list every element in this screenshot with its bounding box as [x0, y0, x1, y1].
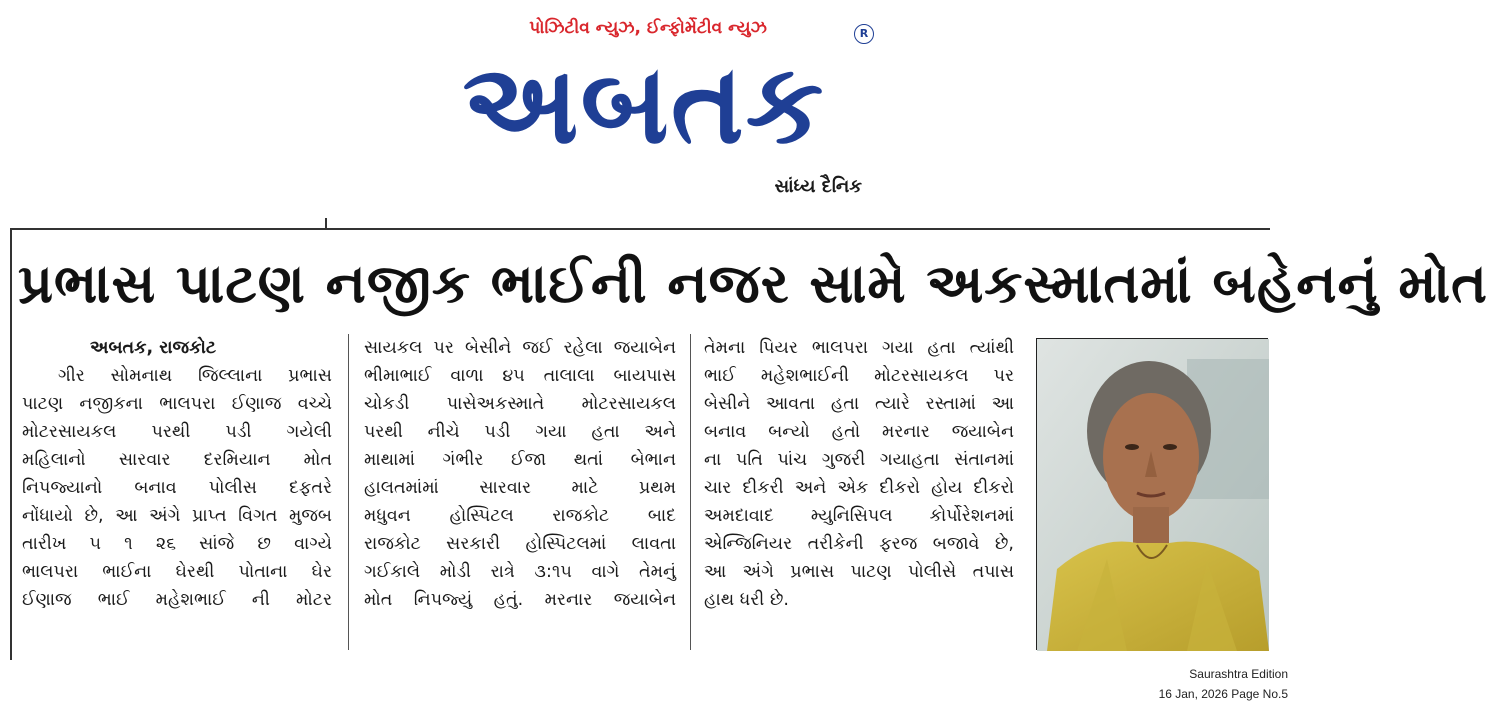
article-headline: પ્રભાસ પાટણ નજીક ભાઈની નજર સામે અકસ્માતમાં બહેનનું મોત — [18, 252, 1488, 315]
page-footer — [1159, 664, 1288, 704]
article-text-line: પરથી નીચે પડી ગયા હતા અને — [364, 422, 676, 442]
article-text-line: નોંધાયો છે, આ અંગે પ્રાપ્ત વિગત મુજબ — [22, 506, 332, 526]
registered-trademark-icon: R — [854, 24, 874, 44]
article-text-line: બનાવ બન્યો હતો મરનાર જયાબેન — [704, 422, 1014, 442]
article-text-line: હાલતમાંમાં સારવાર માટે પ્રથમ — [364, 478, 676, 498]
article-text-line: ચાર દીકરી અને એક દીકરો હોય દીકરો — [704, 478, 1014, 498]
article-text-line: આ અંગે પ્રભાસ પાટણ પોલીસે તપાસ — [704, 562, 1014, 582]
edition-type-label: સાંધ્ય દૈનિક — [774, 176, 862, 197]
article-column-1 — [22, 334, 332, 614]
article-text-line: સાયકલ પર બેસીને જઈ રહેલા જયાબેન — [364, 338, 676, 358]
article-text-line: મોટરસાયકલ પરથી પડી ગયેલી — [22, 422, 332, 442]
masthead — [420, 14, 880, 204]
article-text-line: નિપજ્યાનો બનાવ પોલીસ દફતરે — [22, 478, 332, 498]
article-text-line: તેમના પિયર ભાલપરા ગયા હતા ત્યાંથી — [704, 338, 1014, 358]
article-text-line: તારીખ ૫ ૧ ૨૬ સાંજે છ વાગ્યે — [22, 534, 332, 554]
edition-label: Saurashtra Edition — [1189, 667, 1288, 681]
article-text-line: ચોકડી પાસેઅકસ્માતે મોટરસાયકલ — [364, 394, 676, 414]
left-rule-divider — [10, 228, 12, 660]
top-rule-divider — [10, 228, 1270, 230]
article-text-line: ભાઈ મહેશભાઈની મોટરસાયકલ પર — [704, 366, 1014, 386]
article-text-line: ગીર સોમનાથ જિલ્લાના પ્રભાસ — [58, 366, 332, 386]
article-text-line: ગઈકાલે મોડી રાત્રે ૩:૧૫ વાગે તેમનું — [364, 562, 676, 582]
article-text-line: માથામાં ગંભીર ઈજા થતાં બેભાન — [364, 450, 676, 470]
article-text-line: પાટણ નજીકના ભાલપરા ઈણાજ વચ્ચે — [22, 394, 332, 414]
article-text-line: મોત નિપજ્યું હતું. મરનાર જયાબેન — [364, 590, 676, 610]
article-photo — [1036, 338, 1268, 650]
column-divider — [348, 334, 349, 650]
article-text-line: ના પતિ પાંચ ગુજરી ગયાહતા સંતાનમાં — [704, 450, 1014, 470]
article-text-line: હાથ ધરી છે. — [704, 590, 789, 610]
article-text-line: ઈણાજ ભાઈ મહેશભાઈ ની મોટર — [22, 590, 332, 610]
article-dateline: અબતક, રાજકોટ — [90, 338, 217, 358]
date-page-label: 16 Jan, 2026 Page No.5 — [1158, 687, 1288, 701]
article-text-line: એન્જિનિયર તરીકેની ફરજ બજાવે છે, — [704, 534, 1014, 554]
article-text-line: મહિલાનો સારવાર દરમિયાન મોત — [22, 450, 332, 470]
article-column-3 — [704, 334, 1014, 614]
newspaper-logo: અબતક — [462, 40, 826, 168]
masthead-tagline: પોઝિટીવ ન્યુઝ, ઈન્ફોર્મેટીવ ન્યુઝ — [529, 18, 767, 38]
rule-tick-divider — [325, 218, 327, 230]
portrait-image — [1037, 339, 1269, 651]
article-text-line: બેસીને આવતા હતા ત્યારે રસ્તામાં આ — [704, 394, 1014, 414]
article-column-2 — [364, 334, 676, 614]
article-text-line: અમદાવાદ મ્યુનિસિપલ કોર્પોરેશનમાં — [704, 506, 1014, 526]
article-text-line: રાજકોટ સરકારી હોસ્પિટલમાં લાવતા — [364, 534, 676, 554]
column-divider — [690, 334, 691, 650]
article-text-line: મધુવન હોસ્પિટલ રાજકોટ બાદ — [364, 506, 676, 526]
article-text-line: ભાલપરા ભાઈના ઘેરથી પોતાના ઘેર — [22, 562, 332, 582]
article-text-line: ભીમાભાઈ વાળા ૪૫ તાલાલા બાયપાસ — [364, 366, 676, 386]
